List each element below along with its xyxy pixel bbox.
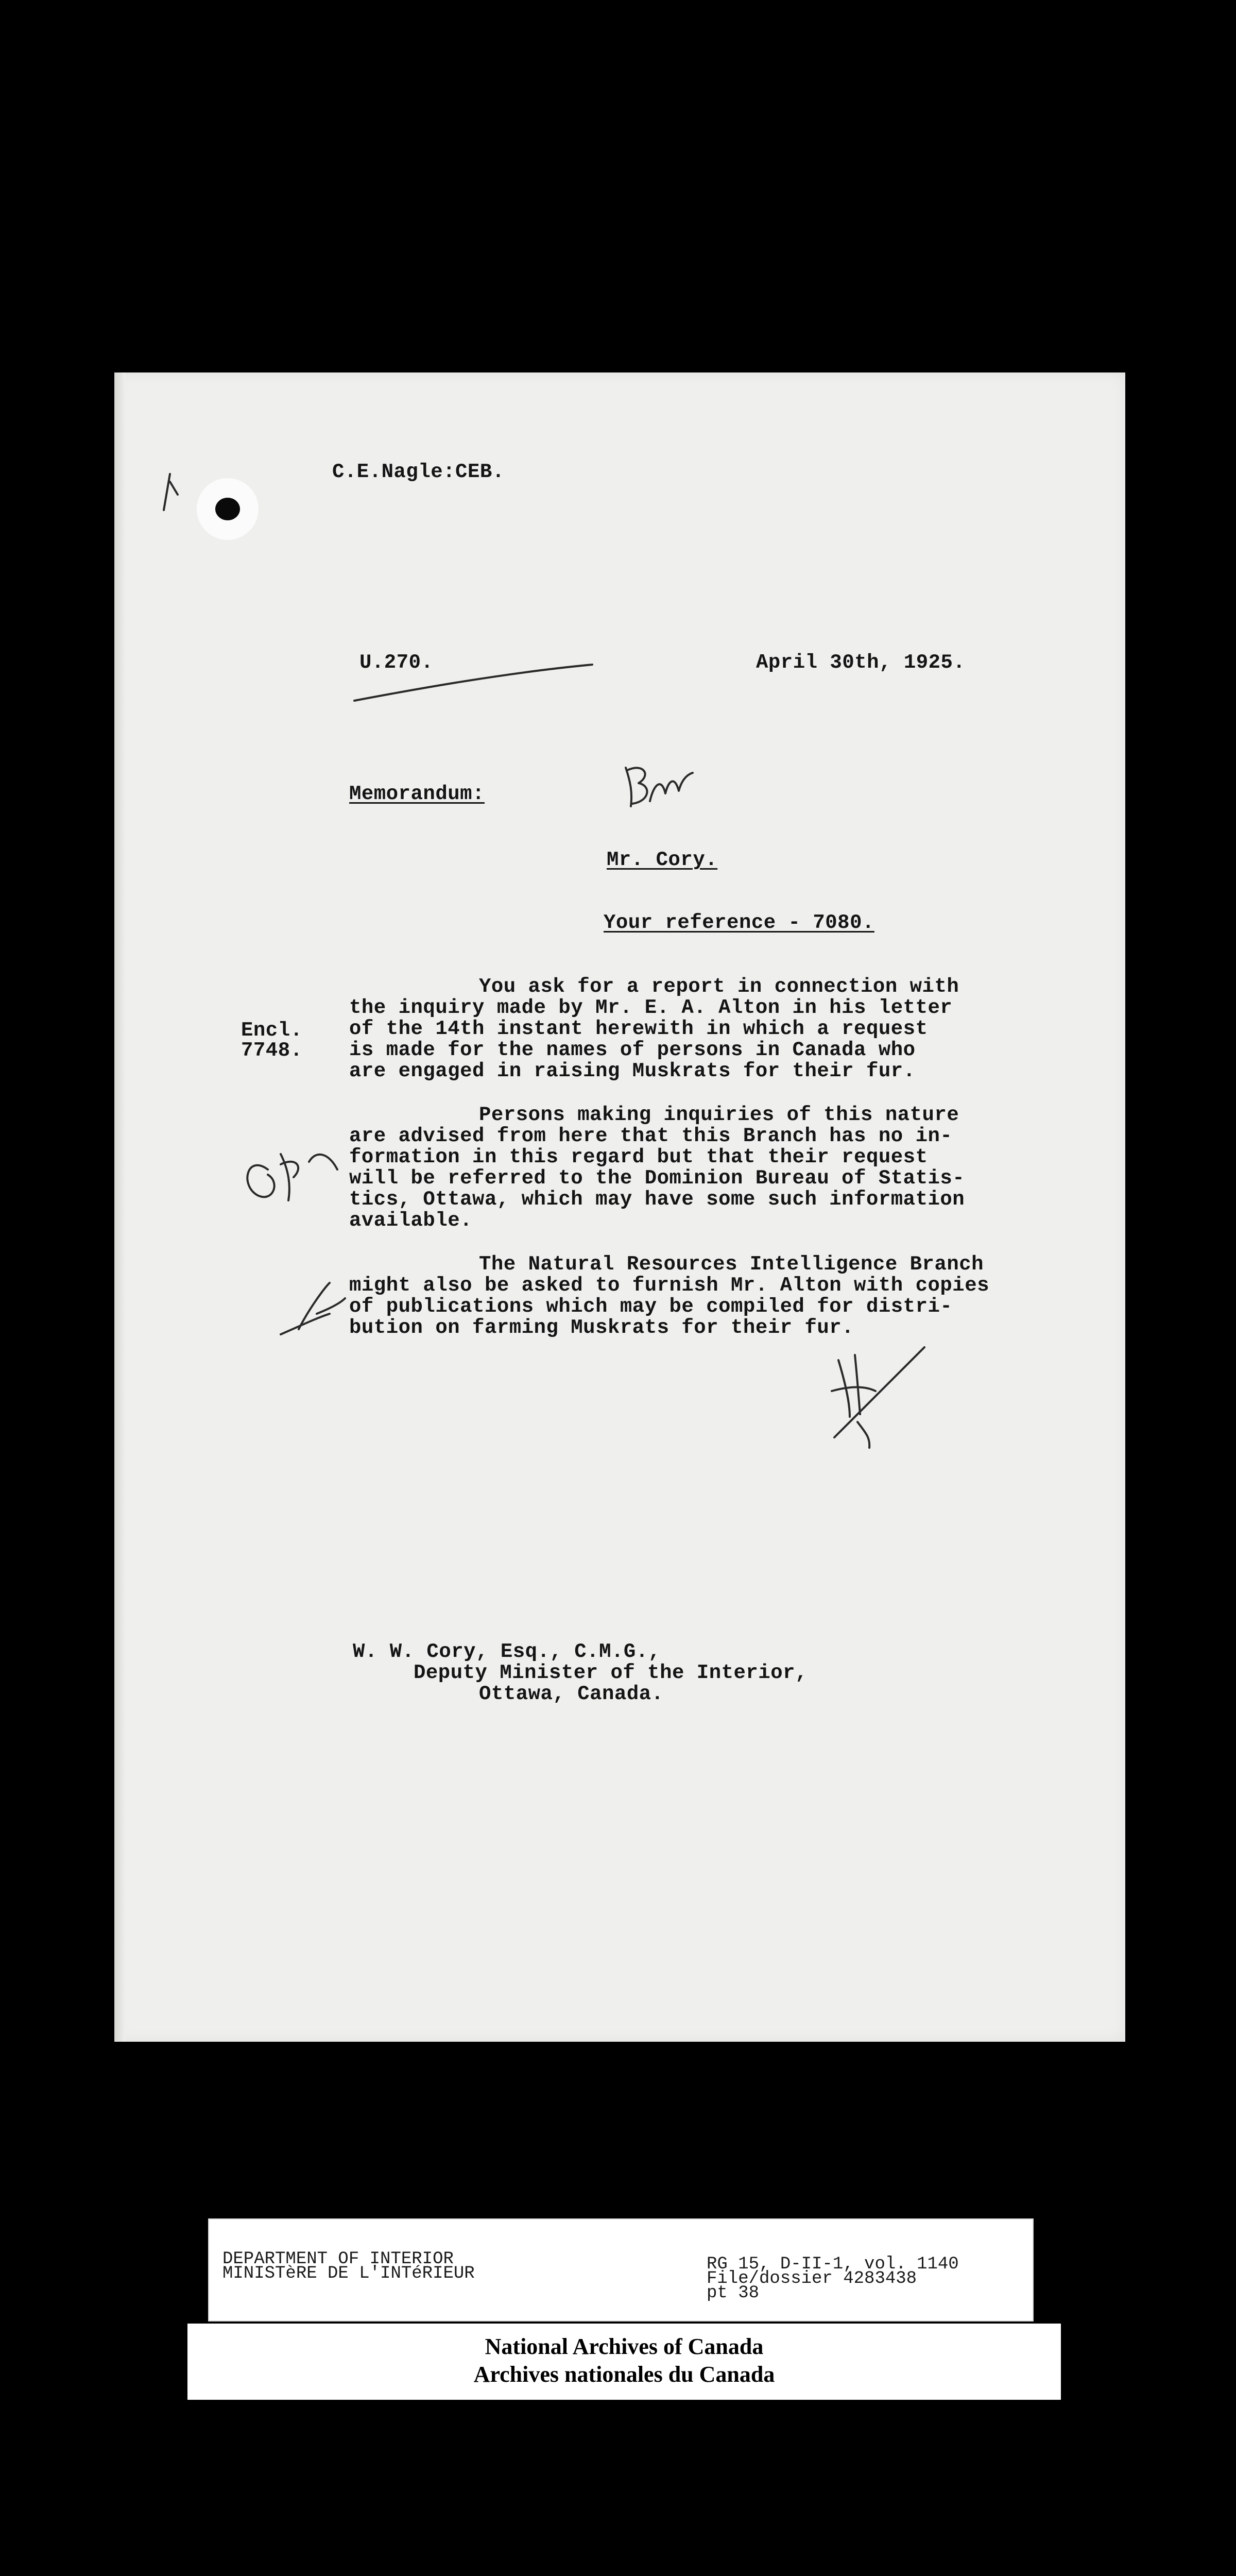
- department-english: DEPARTMENT OF INTERIOR: [222, 2249, 454, 2269]
- typist-initials: C.E.Nagle:CEB.: [332, 461, 505, 483]
- handwritten-initials-bm: [626, 768, 693, 806]
- archives-name-english: National Archives of Canada: [485, 2334, 764, 2359]
- paragraph-line: bution on farming Muskrats for their fur.: [349, 1316, 854, 1339]
- record-group-reference: RG 15, D-II-1, vol. 1140: [707, 2255, 959, 2274]
- paragraph-line: tics, Ottawa, which may have some such information: [349, 1188, 965, 1211]
- handwritten-flourish: [281, 1283, 345, 1334]
- memo-heading: Memorandum:: [349, 783, 485, 805]
- margin-tick-mark: [164, 474, 178, 510]
- archive-reference-label: [208, 2218, 1034, 2321]
- paragraph-line: You ask for a report in connection with: [479, 975, 959, 998]
- handwritten-margin-note: [247, 1154, 337, 1200]
- recipient-line: W. W. Cory, Esq., C.M.G.,: [353, 1640, 661, 1663]
- file-dossier-reference: File/dossier 4283438: [707, 2269, 917, 2289]
- paragraph-line: is made for the names of persons in Canada who: [349, 1039, 916, 1061]
- handwritten-signature-mark: [832, 1347, 924, 1448]
- memo-reference: Your reference - 7080.: [604, 911, 874, 934]
- paragraph-line: the inquiry made by Mr. E. A. Alton in his letter: [349, 996, 953, 1019]
- archives-banner: [187, 2324, 1061, 2400]
- archives-name-french: Archives nationales du Canada: [473, 2362, 775, 2387]
- department-french: MINISTèRE DE L'INTéRIEUR: [222, 2264, 475, 2283]
- memo-addressee: Mr. Cory.: [607, 849, 718, 871]
- paragraph-line: Persons making inquiries of this nature: [479, 1104, 959, 1126]
- paragraph-line: might also be asked to furnish Mr. Alton with copies: [349, 1274, 989, 1297]
- paragraph-line: available.: [349, 1209, 473, 1232]
- enclosure-number: 7748.: [241, 1039, 303, 1062]
- paragraph-line: are advised from here that this Branch has no in-: [349, 1125, 953, 1147]
- paragraph-line: are engaged in raising Muskrats for their fur.: [349, 1060, 916, 1082]
- memo-date: April 30th, 1925.: [756, 651, 966, 674]
- part-reference: pt 38: [707, 2283, 760, 2303]
- recipient-line: Ottawa, Canada.: [479, 1683, 664, 1705]
- paragraph-line: of the 14th instant herewith in which a request: [349, 1018, 928, 1040]
- paragraph-line: The Natural Resources Intelligence Branch: [479, 1253, 984, 1276]
- paragraph-line: formation in this regard but that their request: [349, 1146, 928, 1168]
- pen-stroke-under-file-number: [354, 665, 592, 701]
- paragraph-line: will be referred to the Dominion Bureau of Statis-: [349, 1167, 965, 1190]
- enclosure-label: Encl.: [241, 1019, 303, 1042]
- paragraph-line: of publications which may be compiled for distri-: [349, 1295, 953, 1318]
- file-number: U.270.: [359, 651, 434, 674]
- recipient-line: Deputy Minister of the Interior,: [414, 1662, 808, 1684]
